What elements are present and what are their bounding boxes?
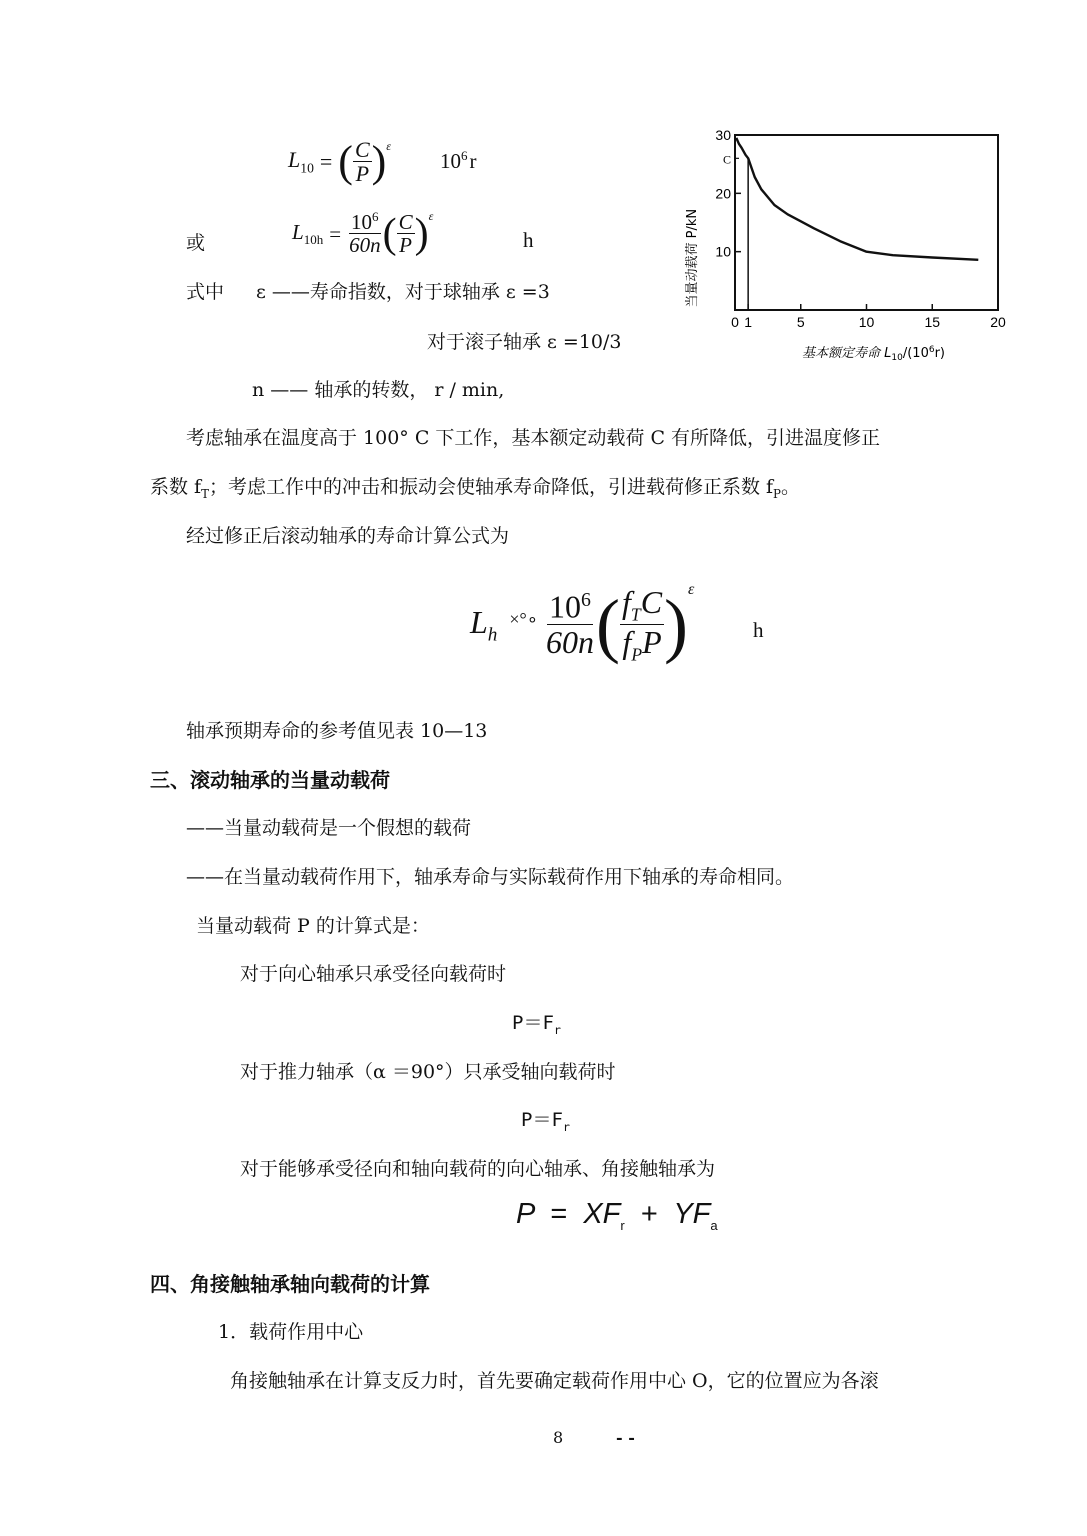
section4-paragraph: 角接触轴承在计算支反力时，首先要确定载荷作用中心 O，它的位置应为各滚 <box>230 1370 879 1392</box>
thrust-case-line: 对于推力轴承（α ＝90°）只承受轴向载荷时 <box>240 1061 616 1083</box>
formula-l10: $L_{10}$ = ( $\frac{C}{P}$ ) ε <box>288 136 392 186</box>
section4-item1: 1．载荷作用中心 <box>218 1321 364 1343</box>
reference-line: 轴承预期寿命的参考值见表 10—13 <box>186 720 488 742</box>
garbled-symbol: ×°∘ <box>509 608 539 629</box>
main-inner-fraction: $\frac{f_TC}{f_PP}$ <box>622 583 663 664</box>
main-outer-fraction: $\frac{10^6}{60n}$ <box>546 588 595 661</box>
x-tick-label: 10 <box>858 314 875 330</box>
y-tick-label: 30 <box>715 127 731 143</box>
where-prefix: 式中 <box>186 281 225 303</box>
y-tick-label: 10 <box>715 243 731 260</box>
equation-thrust: $P=F_r$ <box>521 1109 570 1134</box>
load-life-curve <box>736 138 978 260</box>
n-definition-line: n —— 轴承的转数， r / min, <box>252 379 505 401</box>
section3-bullet2: ——在当量动载荷作用下，轴承寿命与实际载荷作用下轴承的寿命相同。 <box>186 866 795 888</box>
formula-l10h: $L_{10h}$ = $\frac{10^6}{60n}$ ( $\frac{C}{P}$ ) ε <box>292 209 434 258</box>
f1-lhs: $L_{10}$ <box>288 147 314 176</box>
formula-l10h-unit: h <box>523 228 534 252</box>
x-tick-label: 0 <box>731 314 739 330</box>
section3-bullet1: ——当量动载荷是一个假想的载荷 <box>186 817 472 839</box>
equation-combined: $P = XF_r + YF_a$ <box>516 1198 718 1233</box>
x-tick-label: 5 <box>796 314 805 330</box>
f1-exponent: ε <box>386 139 392 153</box>
temperature-paragraph-line2: 系数 $f_T$；考虑工作中的冲击和振动会使轴承寿命降低，引进载荷修正系数 $f_P$。 <box>150 476 800 501</box>
f2-lhs: $L_{10h}$ <box>292 219 324 248</box>
chart-frame <box>735 135 998 310</box>
y-tick-label: 20 <box>715 185 731 202</box>
corrected-life-formula: $L_h$ ×°∘ $\frac{10^6}{60n}$ ( $\frac{f_TC}{f_PP}$ ) ε <box>470 581 695 665</box>
x-tick-label: 15 <box>924 314 941 330</box>
footer-dashes: - - <box>616 1428 635 1447</box>
main-exponent: ε <box>688 581 695 598</box>
corrected-formula-unit: h <box>753 618 764 642</box>
combined-case-line: 对于能够承受径向和轴向载荷的向心轴承、角接触轴承为 <box>240 1158 716 1180</box>
temperature-paragraph-line1: 考虑轴承在温度高于 100° C 下工作，基本额定动载荷 C 有所降低，引进温度修正 <box>186 427 881 449</box>
epsilon-ball-line: ε ——寿命指数，对于球轴承 ε =3 <box>256 281 550 303</box>
p-formula-intro: 当量动载荷 P 的计算式是： <box>196 915 430 937</box>
main-lhs: $L_h$ <box>470 603 498 646</box>
epsilon-roller-line: 对于滚子轴承 ε =10/3 <box>427 331 622 353</box>
section4-heading: 四、角接触轴承轴向载荷的计算 <box>150 1272 430 1296</box>
radial-case-line: 对于向心轴承只承受径向载荷时 <box>240 963 507 985</box>
or-label: 或 <box>186 232 206 254</box>
load-life-chart <box>670 125 1020 370</box>
f1-fraction: $\frac{C}{P}$ <box>354 136 370 186</box>
page-number: 8 <box>553 1428 564 1447</box>
section3-heading: 三、滚动轴承的当量动载荷 <box>150 768 390 792</box>
f2-exponent: ε <box>428 209 434 223</box>
x-tick-label: 1 <box>744 314 753 330</box>
y-axis-label: 当量动载荷 P/kN <box>685 208 700 308</box>
x-tick-label: 20 <box>990 314 1006 330</box>
f2-inner-fraction: $\frac{C}{P}$ <box>398 209 413 257</box>
f2-fraction: $\frac{10^6}{60n}$ <box>349 209 381 258</box>
c-label: C <box>722 152 731 167</box>
x-axis-label: 基本额定寿命 $L_{10}/(10^6r)$ <box>802 345 945 363</box>
formula-l10-unit: $10^6r$ <box>440 148 477 173</box>
corrected-formula-intro: 经过修正后滚动轴承的寿命计算公式为 <box>186 525 510 547</box>
equation-radial: $P=F_r$ <box>512 1012 561 1037</box>
